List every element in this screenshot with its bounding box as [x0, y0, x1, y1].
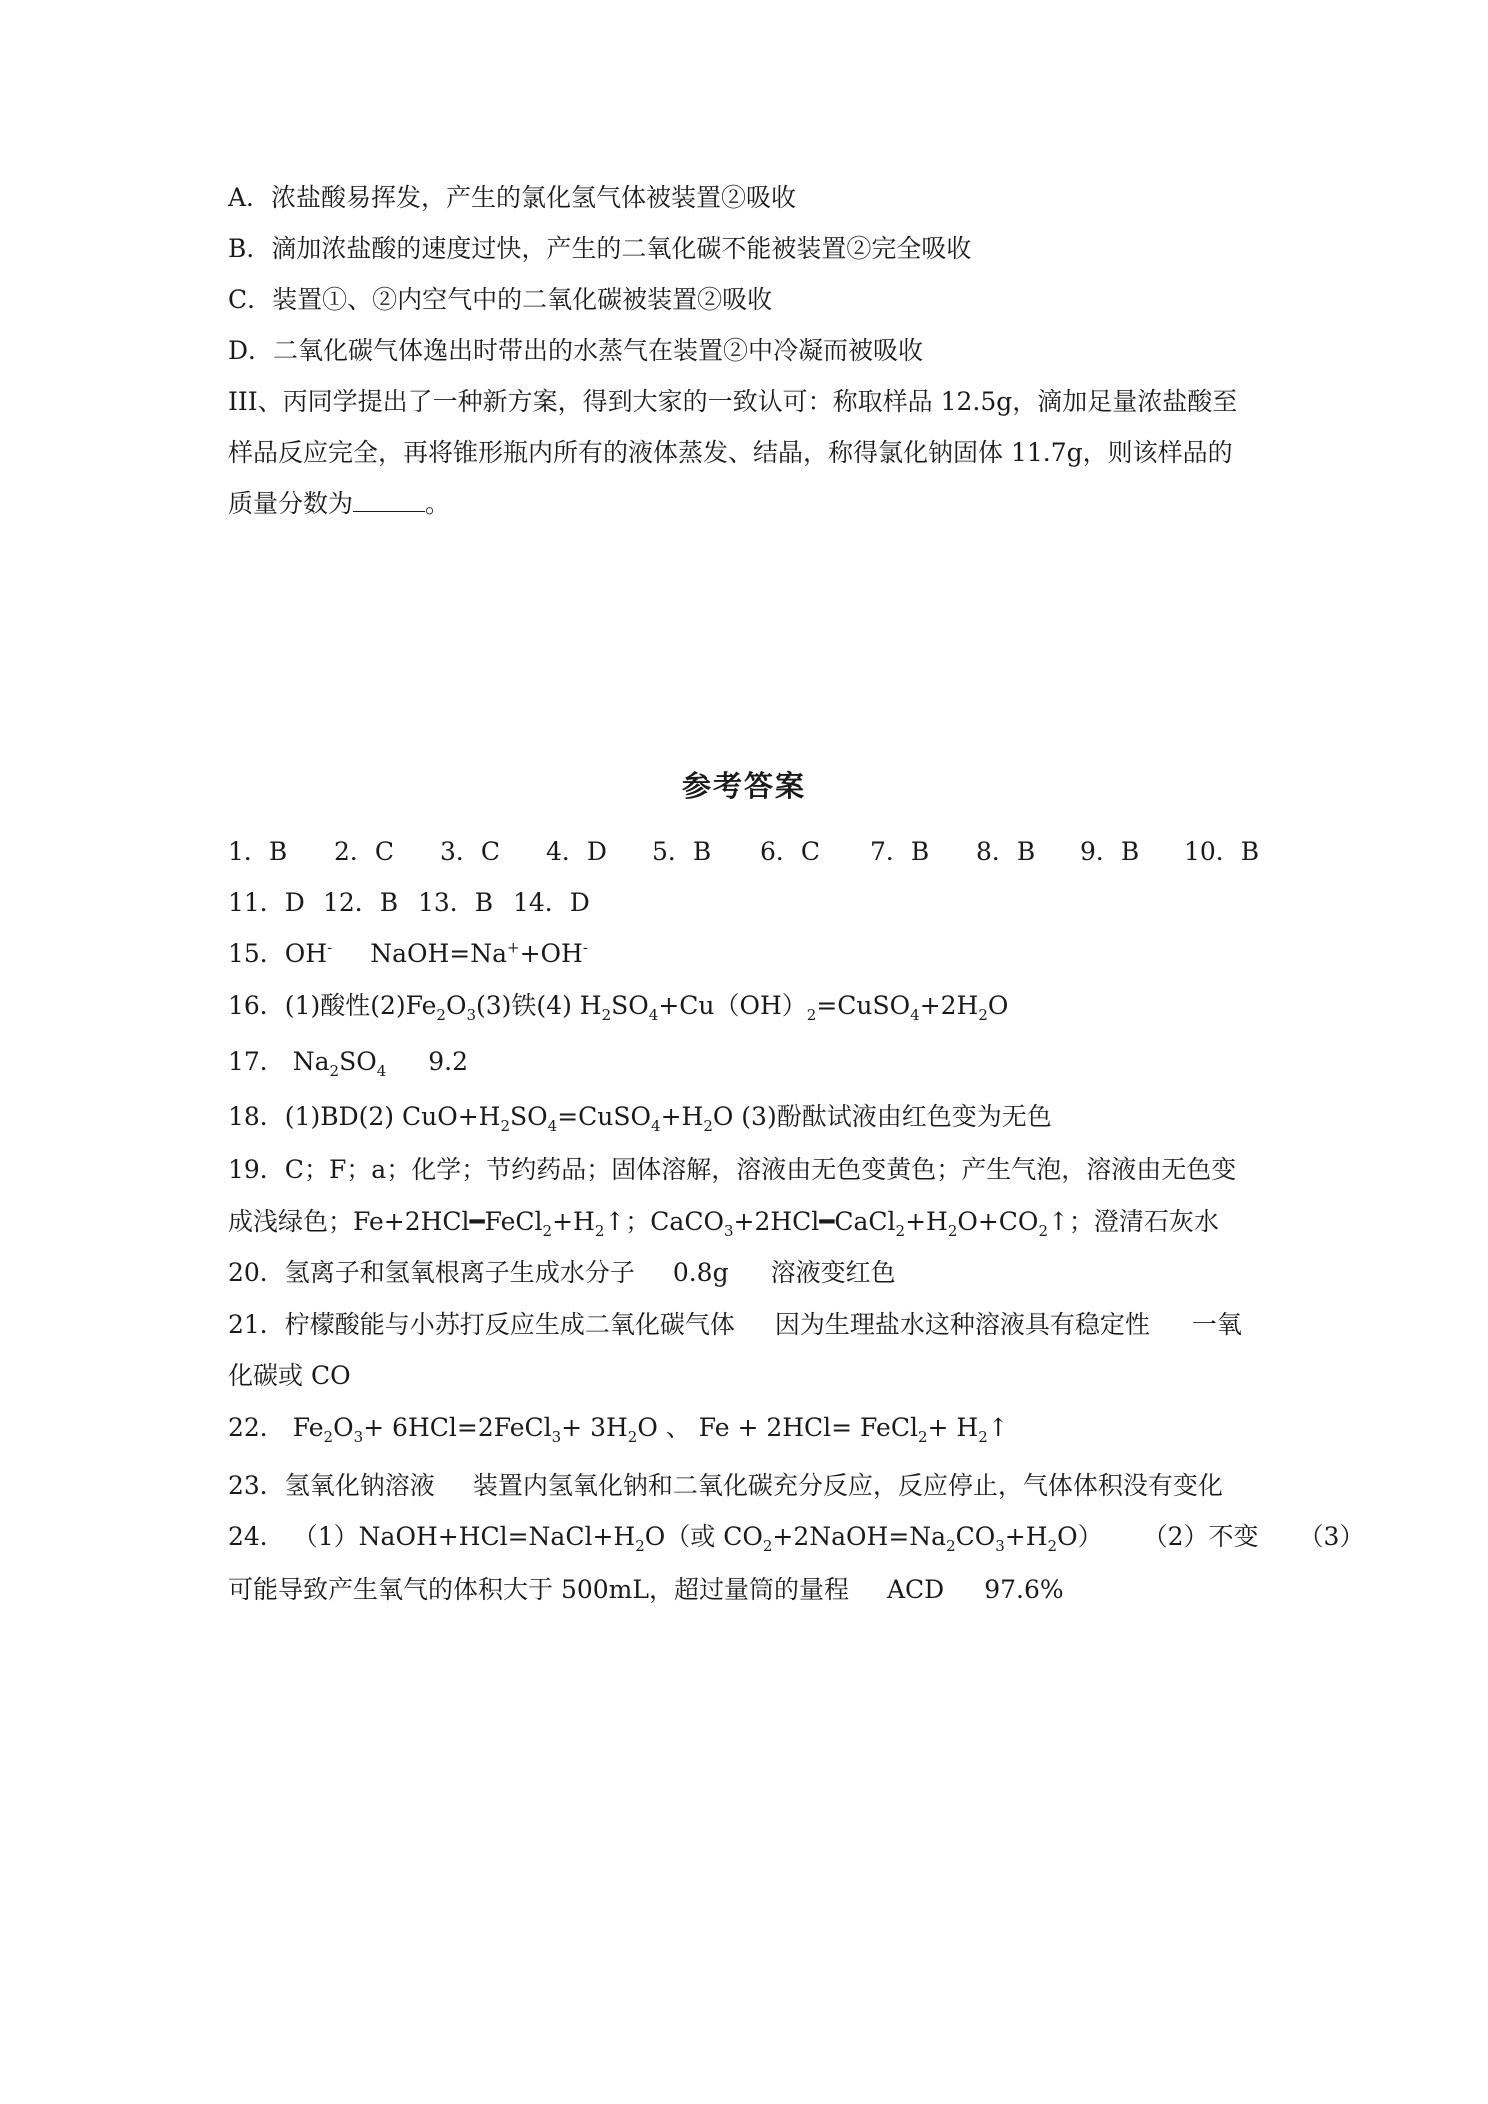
- answer-text: O）: [1057, 1522, 1103, 1551]
- subscript: 3: [551, 1428, 562, 1446]
- answer-text: ACD: [886, 1575, 945, 1604]
- answer-item: 6．C: [760, 837, 821, 866]
- answer-text: SO: [339, 1047, 377, 1076]
- answer-text: O (3)酚酞试液由红色变为无色: [712, 1102, 1052, 1131]
- answers-row-1: [228, 832, 1278, 872]
- subscript: 4: [910, 1006, 920, 1024]
- answer-text: +2HCl━CaCl: [733, 1207, 896, 1236]
- answer-item: 9．B: [1080, 837, 1140, 866]
- answer-text: 15．OH: [228, 939, 328, 968]
- subscript: 2: [946, 1537, 956, 1555]
- answer-21-line-1: [228, 1305, 1278, 1345]
- answer-text: (3)铁(4) H: [476, 991, 602, 1020]
- answer-text: +H: [1004, 1522, 1048, 1551]
- part3-text: 质量分数为: [228, 489, 354, 518]
- answers-title: 参考答案: [681, 769, 806, 803]
- answer-text: 装置内氢氧化钠和二氧化碳充分反应，反应停止，气体体积没有变化: [472, 1471, 1223, 1500]
- answer-text: +H: [552, 1207, 595, 1236]
- answer-item: 12．B: [323, 888, 399, 917]
- answer-text: 18．(1)BD(2) CuO+H: [228, 1102, 501, 1131]
- answer-text: 24． （1）NaOH+HCl=NaCl+H: [228, 1522, 636, 1551]
- answer-item: 7．B: [870, 837, 930, 866]
- answer-text: （2）不变: [1142, 1522, 1259, 1551]
- answer-item: 14．D: [513, 888, 590, 917]
- superscript: -: [582, 938, 588, 957]
- subscript: 2: [947, 1222, 958, 1240]
- superscript: -: [327, 938, 333, 957]
- part3-line-1: III、丙同学提出了一种新方案，得到大家的一致认可：称取样品 12.5g，滴加足量浓盐酸至: [228, 387, 1238, 416]
- subscript: 2: [895, 1222, 906, 1240]
- subscript: 4: [651, 1117, 661, 1135]
- answer-blank: [353, 485, 425, 512]
- answer-item: 13．B: [418, 888, 494, 917]
- subscript: 2: [594, 1222, 605, 1240]
- answer-text: CO: [955, 1522, 996, 1551]
- part3-end: 。: [425, 489, 451, 518]
- answer-text: 0.8g: [672, 1258, 729, 1287]
- answer-text: O+CO: [957, 1207, 1039, 1236]
- answer-20: [228, 1253, 1278, 1293]
- subscript: 2: [806, 1006, 817, 1024]
- answer-text: O: [333, 1413, 354, 1442]
- answer-text: （3）: [1298, 1522, 1365, 1551]
- answer-text: 20．氢离子和氢氧根离子生成水分子: [228, 1258, 635, 1287]
- subscript: 3: [995, 1537, 1005, 1555]
- answer-text: +H: [905, 1207, 948, 1236]
- subscript: 2: [500, 1117, 511, 1135]
- answer-item: 8．B: [976, 837, 1036, 866]
- answer-item: 1．B: [228, 837, 288, 866]
- subscript: 2: [627, 1428, 638, 1446]
- answer-text: + 3H: [561, 1413, 628, 1442]
- answer-text: =CuSO: [557, 1102, 652, 1131]
- part3-line-2: 样品反应完全，再将锥形瓶内所有的液体蒸发、结晶，称得氯化钠固体 11.7g，则该样品的: [228, 438, 1233, 467]
- option-b: B．滴加浓盐酸的速度过快，产生的二氧化碳不能被装置②完全吸收: [228, 234, 972, 263]
- answer-text: O: [445, 991, 467, 1020]
- answer-text: 23．氢氧化钠溶液: [228, 1471, 435, 1500]
- answer-text: SO: [611, 991, 649, 1020]
- subscript: 2: [542, 1222, 553, 1240]
- subscript: 4: [648, 1006, 659, 1024]
- subscript: 3: [723, 1222, 734, 1240]
- answer-text: 溶液变红色: [770, 1258, 896, 1287]
- answer-text: O（或 CO: [644, 1522, 763, 1551]
- answer-text: ↑；CaCO: [604, 1207, 724, 1236]
- subscript: 2: [917, 1428, 928, 1446]
- answer-23: [228, 1466, 1278, 1506]
- option-d: D．二氧化碳气体逸出时带出的水蒸气在装置②中冷凝而被吸收: [228, 336, 924, 365]
- answer-text: NaOH=Na: [370, 939, 507, 968]
- answer-22: [228, 1408, 1278, 1448]
- answer-text: +OH: [519, 939, 583, 968]
- answer-text: +2NaOH=Na: [772, 1522, 947, 1551]
- subscript: 2: [703, 1117, 713, 1135]
- answer-text: 成浅绿色；Fe+2HCl━FeCl: [228, 1207, 543, 1236]
- subscript: 4: [376, 1062, 387, 1080]
- answer-text: O: [987, 991, 1009, 1020]
- answers-row-2: [228, 883, 1278, 923]
- subscript: 2: [601, 1006, 612, 1024]
- answer-text: 17． Na: [228, 1047, 330, 1076]
- subscript: 2: [978, 1428, 988, 1446]
- subscript: 2: [635, 1537, 645, 1555]
- answer-24-line-1: [228, 1517, 1365, 1557]
- answer-item: 2．C: [334, 837, 395, 866]
- answer-16: [228, 986, 1278, 1026]
- answer-item: 5．B: [652, 837, 712, 866]
- option-c: C．装置①、②内空气中的二氧化碳被装置②吸收: [228, 285, 773, 314]
- answer-item: 4．D: [546, 837, 607, 866]
- answer-item: 3．C: [440, 837, 501, 866]
- option-a: A．浓盐酸易挥发，产生的氯化氢气体被装置②吸收: [228, 183, 797, 212]
- answer-text: =CuSO: [816, 991, 911, 1020]
- subscript: 2: [1047, 1537, 1058, 1555]
- answer-text: 22． Fe: [228, 1413, 324, 1442]
- answer-17: [228, 1042, 1278, 1082]
- answer-19-line-2: [228, 1202, 1278, 1242]
- answer-15: [228, 934, 1278, 974]
- answer-text: +Cu（OH）: [658, 991, 807, 1020]
- subscript: 2: [1038, 1222, 1048, 1240]
- answer-text: 21．柠檬酸能与小苏打反应生成二氧化碳气体: [228, 1310, 735, 1339]
- subscript: 2: [323, 1428, 334, 1446]
- answer-text: + H: [927, 1413, 979, 1442]
- answer-item: 10．B: [1184, 837, 1260, 866]
- answer-18: [228, 1097, 1278, 1137]
- answer-text: +H: [660, 1102, 704, 1131]
- answer-text: +2H: [919, 991, 979, 1020]
- answer-text: 可能导致产生氧气的体积大于 500mL，超过量筒的量程: [228, 1575, 849, 1604]
- answer-text: O 、 Fe + 2HCl= FeCl: [637, 1413, 918, 1442]
- subscript: 2: [436, 1006, 446, 1024]
- answer-19-line-1: 19．C；F；a；化学；节约药品；固体溶解，溶液由无色变黄色；产生气泡，溶液由无色变: [228, 1155, 1237, 1184]
- answer-text: 一氧: [1191, 1310, 1242, 1339]
- answer-24-line-2: [228, 1570, 1278, 1610]
- answer-text: 16．(1)酸性(2)Fe: [228, 991, 437, 1020]
- answer-21-line-2: 化碳或 CO: [228, 1361, 351, 1390]
- subscript: 3: [353, 1428, 364, 1446]
- subscript: 4: [547, 1117, 558, 1135]
- answer-text: ↑: [987, 1413, 1009, 1442]
- subscript: 2: [762, 1537, 773, 1555]
- answer-text: + 6HCl=2FeCl: [363, 1413, 552, 1442]
- answer-text: 因为生理盐水这种溶液具有稳定性: [774, 1310, 1150, 1339]
- superscript: +: [507, 938, 520, 957]
- answer-text: 97.6%: [984, 1575, 1064, 1604]
- part3-line-3: [228, 484, 1278, 524]
- answer-text: ↑；澄清石灰水: [1047, 1207, 1219, 1236]
- subscript: 2: [978, 1006, 988, 1024]
- answer-item: 11．D: [228, 888, 305, 917]
- subscript: 2: [329, 1062, 340, 1080]
- subscript: 3: [466, 1006, 477, 1024]
- answer-text: SO: [510, 1102, 548, 1131]
- answer-text: 9.2: [428, 1047, 469, 1076]
